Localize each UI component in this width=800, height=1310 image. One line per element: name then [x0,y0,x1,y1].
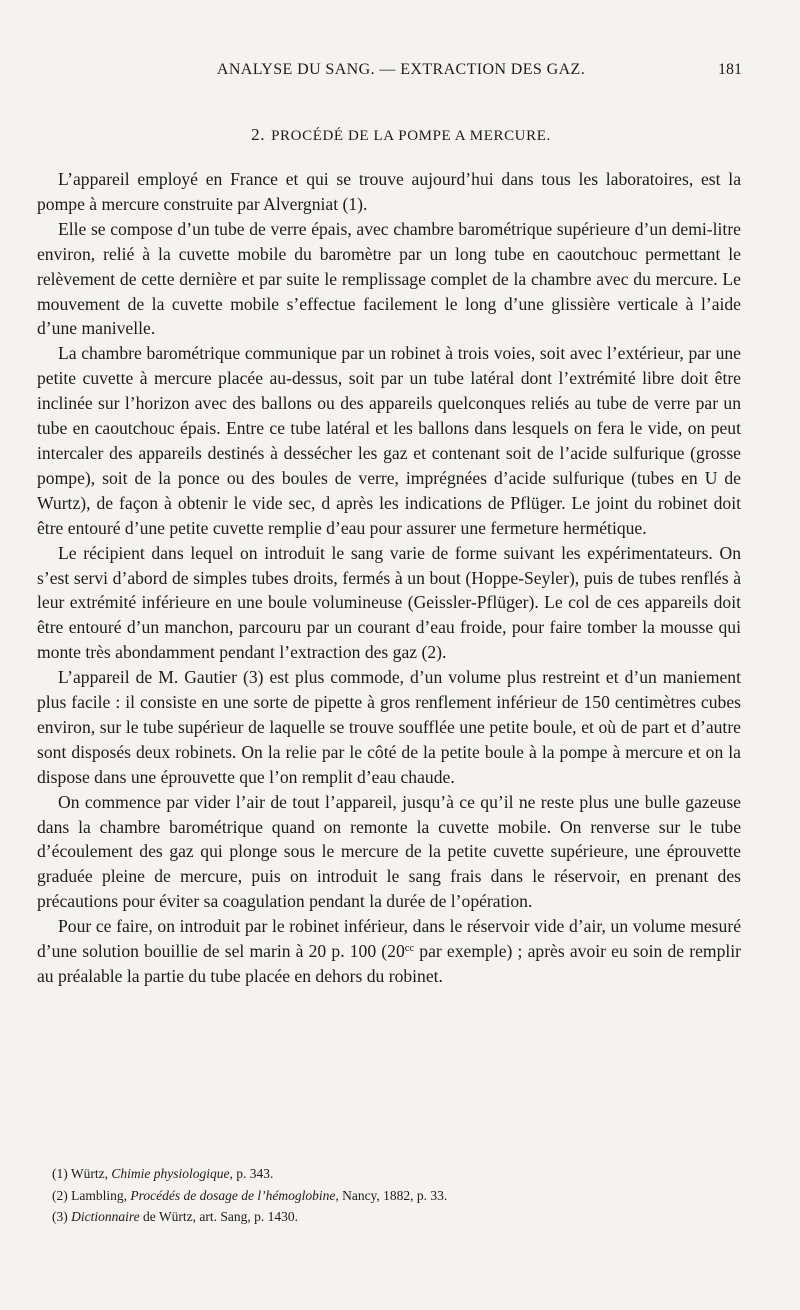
page-number: 181 [718,61,742,78]
footnote-mark: (3) [52,1209,68,1224]
paragraph-last-part-1: Pour ce faire, on introduit par le robinet inférieur, dans le réservoir vide d’air, un volume mesuré d’une solution bouillie de sel marin à 20 p. 100 (20 [37,916,741,962]
paragraph: On commence par vider l’air de tout l’appareil, jusqu’à ce qu’il ne reste plus une bulle gazeuse dans la chambre barométrique quand on remonte la cuvette mobile. On renverse sur le tube d’écoulement des gaz qui plonge sous le mercure de la petite cuvette supérieure, une éprouvette graduée pleine de mercure, puis on introduit le sang frais dans le réservoir, en prenant des précautions pour éviter sa coagulation pendant la durée de l’opération. [37,791,741,912]
body-text [37,167,741,989]
footnote-rest: Nancy, 1882, p. 33. [342,1187,448,1203]
footnote-title: Procédés de dosage de l’hémoglobine, [130,1187,339,1203]
paragraph: L’appareil employé en France et qui se trouve aujourd’hui dans tous les laboratoires, est la pompe à mercure construite par Alvergniat (1). [37,169,741,214]
paragraph-last-part-2: par exemple) ; après avoir eu soin de remplir au préalable la partie du tube placée en dehors du robinet. [37,941,741,986]
footnote-rest: p. 343. [236,1166,274,1181]
paragraph: La chambre barométrique communique par un robinet à trois voies, soit avec l’extérieur, par une petite cuvette à mercure placée au-dessus, soit par un tube latéral dont l’extrémité libre doit être inclinée sur l’horizon avec des ballons ou des appareils quelconques reliés au tube de verre par un tube en caoutchouc épais. Entre ce tube latéral et les ballons dans lesquels on fera le vide, on peut intercaler des appareils destinés à dessécher les gaz et contenant soit de l’acide sulfurique (grosse pompe), soit de la ponce ou des boules de verre, imprégnées d’acide sulfurique (tubes en U de Wurtz), de façon à obtenir le vide sec, d après les indications de Pflüger. Le joint du robinet doit être entouré d’une petite cuvette remplie d’eau pour assurer une fermeture hermétique. [37,343,741,538]
footnote [52,1206,742,1228]
section-title: PROCÉDÉ DE LA POMPE A MERCURE. [271,128,551,144]
paragraph: L’appareil de M. Gautier (3) est plus commode, d’un volume plus restreint et d’un maniement plus facile : il consiste en une sorte de pipette à gros renflement inférieur de 150 centimètres cubes environ, sur le tube supérieur de laquelle se trouve soufflée une petite boule, et où de part et d’autre sont disposés deux robinets. On la relie par le côté de la petite boule à la pompe à mercure et on la dispose dans une éprouvette que l’on remplit d’eau chaude. [37,667,741,787]
footnote-author: Würtz, [70,1166,108,1181]
section-heading [60,125,742,145]
unit-superscript: cc [404,943,415,955]
footnote [52,1163,742,1185]
footnote-mark: (1) [52,1166,68,1181]
footnotes [52,1163,742,1228]
running-title: ANALYSE DU SANG. — EXTRACTION DES GAZ. [216,61,586,78]
running-header [60,58,742,84]
footnote-mark: (2) [52,1187,68,1203]
footnote-title: Chimie physiologique, [111,1166,233,1181]
footnote [52,1185,742,1207]
paragraph-last [37,914,741,989]
footnote-rest: de Würtz, art. Sang, p. 1430. [143,1209,298,1224]
footnote-title: Dictionnaire [71,1209,140,1224]
paragraph: Le récipient dans lequel on introduit le sang varie de forme suivant les expérimentateurs. On s’est servi d’abord de simples tubes droits, fermés à un bout (Hoppe-Seyler), puis de tubes renflés à leur extrémité inférieure en une boule volumineuse (Geissler-Pflüger). Le col de ces appareils doit être entouré d’un manchon, parcouru par un courant d’eau froide, pour faire tomber la mousse qui monte très abondamment pendant l’extraction des gaz (2). [37,542,741,663]
footnote-author: Lambling, [71,1187,127,1203]
section-number: 2. [251,125,266,144]
paragraph: Elle se compose d’un tube de verre épais, avec chambre barométrique supérieure d’un demi-litre environ, relié à la cuvette mobile du baromètre par un long tube en caoutchouc permettant le relèvement de cette dernière et par suite le remplissage complet de la chambre avec du mercure. Le mouvement de la cuvette mobile s’effectue facilement le long d’une glissière verticale à l’aide d’une manivelle. [37,218,741,339]
